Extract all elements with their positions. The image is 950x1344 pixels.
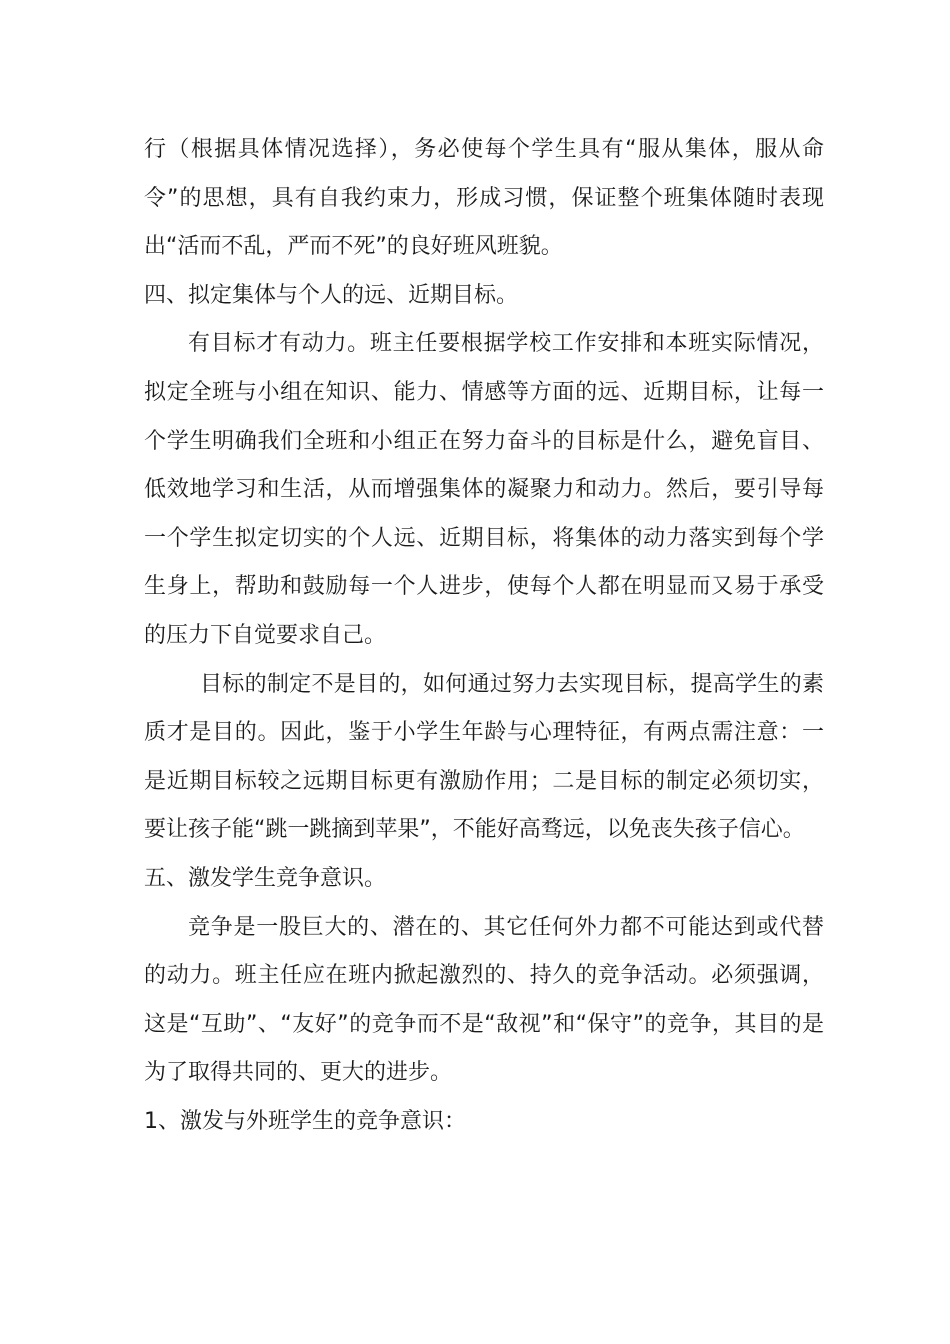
paragraph-continuation: 行（根据具体情况选择），务必使每个学生具有“服从集体，服从命令”的思想，具有自我约束力，形成习惯，保证整个班集体随时表现出“活而不乱，严而不死”的良好班风班貌。 [144, 137, 824, 260]
document-body [144, 126, 824, 1146]
subsection-heading-one: 1、激发与外班学生的竞争意识： [144, 1108, 466, 1134]
paragraph-competition: 竞争是一股巨大的、潜在的、其它任何外力都不可能达到或代替的动力。班主任应在班内掀起激烈的、持久的竞争活动。必须强调，这是“互助”、“友好”的竞争而不是“敌视”和“保守”的竞争，其目的是为了取得共同的、更大的进步。 [144, 914, 824, 1086]
section-heading-four: 四、拟定集体与个人的远、近期目标。 [144, 282, 519, 308]
paragraph-goal-setting: 目标的制定不是目的，如何通过努力去实现目标，提高学生的素质才是目的。因此，鉴于小学生年龄与心理特征，有两点需注意：一是近期目标较之远期目标更有激励作用；二是目标的制定必须切实，要让孩子能“跳一跳摘到苹果”，不能好高骛远，以免丧失孩子信心。 [144, 671, 824, 843]
section-heading-five: 五、激发学生竞争意识。 [144, 865, 387, 891]
paragraph-goals: 有目标才有动力。班主任要根据学校工作安排和本班实际情况，拟定全班与小组在知识、能力、情感等方面的远、近期目标，让每一个学生明确我们全班和小组正在努力奋斗的目标是什么，避免盲目、低效地学习和生活，从而增强集体的凝聚力和动力。然后，要引导每一个学生拟定切实的个人远、近期目标，将集体的动力落实到每个学生身上，帮助和鼓励每一个人进步，使每个人都在明显而又易于承受的压力下自觉要求自己。 [144, 331, 824, 648]
